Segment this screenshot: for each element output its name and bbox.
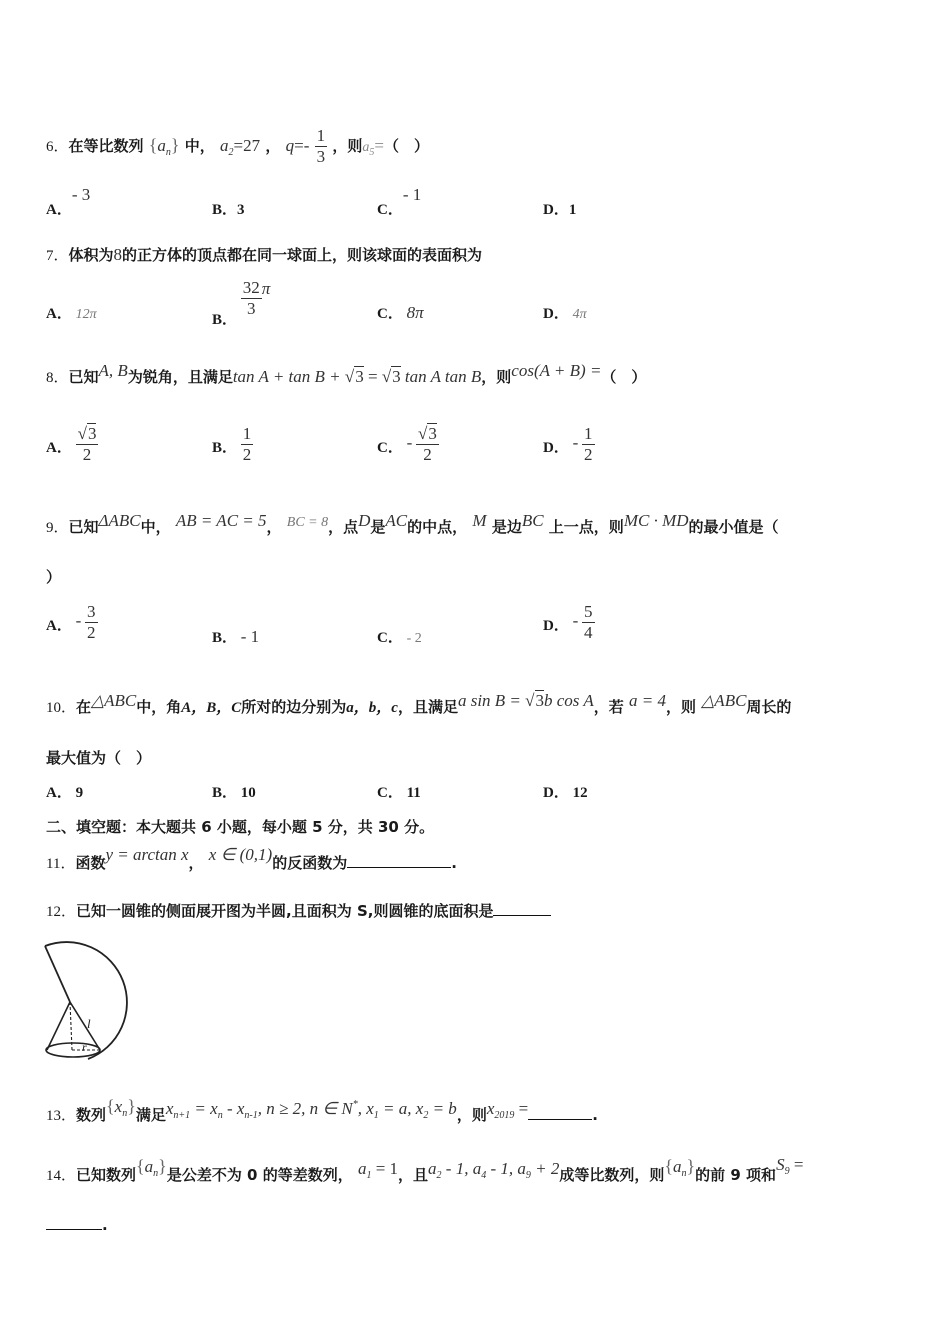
recurrence: $x_{n+1} = x_n - x_{n-1}$, n ≥ 2, n ∈ N*, $x_1 = a$, $x_2 = b$ [165, 1099, 457, 1121]
radius-label: r [82, 1040, 87, 1054]
question-14-answer: . [46, 1216, 108, 1234]
q10-option-b: B． 10 [212, 785, 256, 801]
q9-option-d: D． - $\frac{5}{4}$ [543, 602, 593, 642]
q7-option-a: A． 12π [46, 306, 97, 322]
q10-option-c: C． 11 [377, 785, 421, 801]
q9-option-b: B． - 1 [212, 627, 260, 646]
q6-option-d: D．1 [543, 202, 577, 218]
q10-option-a: A． 9 [46, 785, 84, 801]
question-9: 9．已知ΔABC中， AB = AC = 5， BC = 8，点D是AC的中点， M 是边BC 上一点，则MC · MD的最小值是（ [46, 511, 779, 536]
cone-figure [40, 926, 155, 1066]
question-8: 8．已知A, B为锐角，且满足tan A + tan B + √3 = √3 tan A tan B，则cos(A + B) =（ ） [46, 361, 647, 386]
q8-option-c: C． - $\frac{√3}{2}$ [377, 424, 437, 464]
q8-option-d: D． - $\frac{1}{2}$ [543, 424, 593, 464]
question-number: 6． [46, 139, 69, 155]
q9-option-a: A． - $\frac{3}{2}$ [46, 602, 96, 642]
section-heading: 二、填空题：本大题共 6 小题，每小题 5 分，共 30 分。 [46, 818, 435, 836]
question-10: 10．在△ABC中，角A，B，C所对的边分别为a，b，c，且满足a sin B = √3b cos A，若 a = 4，则 △ABC周长的 [46, 691, 792, 716]
q8-option-b: B． $\frac{1}{2}$ [212, 424, 252, 464]
q7-option-d: D． 4π [543, 306, 587, 322]
geometric-terms: $a_2 - 1$, $a_4 - 1$, $a_9 + 2$ [428, 1159, 560, 1181]
answer-blank [493, 915, 551, 916]
answer-blank [46, 1229, 102, 1230]
q8-option-a: A． $\frac{√3}{2}$ [46, 424, 97, 464]
q6-option-b: B．3 [212, 202, 245, 218]
question-13: 13．数列$\{x_n\}$满足$x_{n+1} = x_n - x_{n-1}$, n ≥ 2, n ∈ N*, $x_1 = a$, $x_2 = b$，则$x_{2019}$ = . [46, 1096, 598, 1124]
question-14: 14．已知数列$\{a_n\}$是公差不为 0 的等差数列， $a_1 = 1$，且$a_2 - 1$, $a_4 - 1$, $a_9 + 2$成等比数列，则$\{a_n\}$的前 9 项和$S_9$ = [46, 1155, 804, 1184]
question-10-line2: 最大值为（ ） [46, 749, 152, 767]
question-7: 7．体积为8的正方体的顶点都在同一球面上，则该球面的表面积为 [46, 245, 483, 264]
q9-option-c: C． - 2 [377, 630, 422, 646]
slant-label: l [87, 1016, 91, 1031]
question-6: 6．在等比数列 $\{a_n\}$ 中， $a_2=27$ ， q=- $\frac{1}{3}$ ，则$a_5=$（ ） [46, 126, 429, 166]
question-11: 11．函数y = arctan x， x ∈ (0,1)的反函数为 . [46, 845, 457, 872]
question-9-close: ） [46, 568, 62, 586]
q6-option-c: C．- 1 [377, 185, 422, 218]
q7-option-b: B． $\frac{32}{3}$ π [212, 278, 271, 328]
q7-option-c: C． 8π [377, 303, 424, 322]
answer-blank [347, 867, 451, 868]
fraction: $\frac{1}{3}$ [316, 126, 326, 166]
q10-option-d: D． 12 [543, 785, 588, 801]
answer-blank [528, 1119, 592, 1120]
question-12: 12．已知一圆锥的侧面展开图为半圆,且面积为 S,则圆锥的底面积是 [46, 900, 551, 921]
q6-option-a: A．- 3 [46, 185, 91, 218]
